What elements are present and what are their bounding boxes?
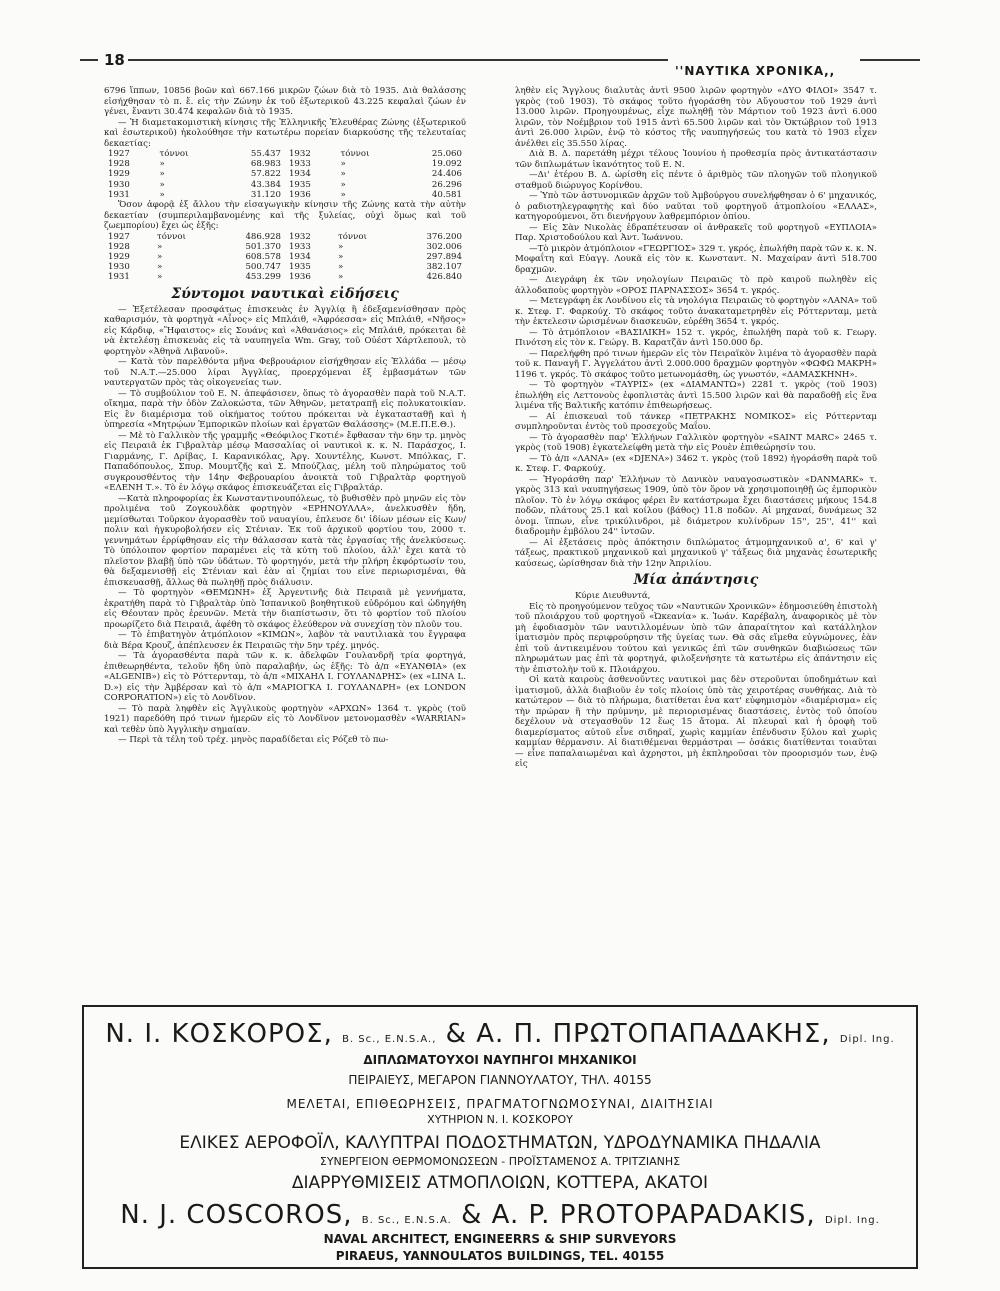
paragraph: Διὰ Β. Δ. παρετάθη μέχρι τέλους Ἰουνίου ἡ προθεσμία πρὸς ἀντικατάστασιν τῶν διπλωμάτων ἱκανότητος τοῦ Ε. Ν. [515,149,877,170]
ad-degree: B. Sc., E.N.S.A., [342,1034,437,1045]
ad-name-coscoros: N. J. COSCOROS, [120,1200,353,1230]
paragraph: — Εἰς Σὰν Νικολὰς ἐδραπέτευσαν οἱ ἀνθρακεῖς τοῦ φορτηγοῦ «ΕΥΠΛΟΙΑ» Παρ. Χριστοδούλου καὶ Ἀντ. Ἰωάννου. [515,222,877,243]
unit-cell: » [159,179,165,190]
ad-greek-names [84,1019,916,1049]
value-cell: 40.581 [431,189,462,200]
ad-profession: ΔΙΠΛΩΜΑΤΟΥΧΟΙ ΝΑΥΠΗΓΟΙ ΜΗΧΑΝΙΚΟΙ [363,1053,637,1067]
value-cell: 501.370 [245,241,281,252]
paragraph: — Τὸ ἀτμόπλοιον «ΒΑΣΙΛΙΚΗ» 152 τ. γκρός, ἐπωλήθη παρὰ τοῦ κ. Γεωργ. Πινότση εἰς τὸν κ. Γεώργ. Β. Καρατζᾶν ἀντὶ 150.000 δρ. [515,327,877,348]
paragraph: — Τὸ φορτηγὸν «ΘΕΜΩΝΗ» ἐξ Ἀργεντινῆς διὰ Πειραιᾶ μὲ γεννήματα, ἐκρατήθη παρὰ τὸ Γιβραλτὰρ ὑπὸ Ἱσπανικοῦ βοηθητικοῦ εὐδρόμου καὶ ὡδηγήθη εἰς Θέουταν πρὸς ἐρευνῶν. Μετὰ τὴν διαπίστωσιν, ὅτι τὸ φορτίον τοῦ πλοίου προωρίζετο διὰ Πειραιᾶ, ἀφέθη τὸ σκάφος ἐλεύθερον νὰ συνεχίσῃ τὸν πλοῦν του. [104,588,466,630]
year-cell: 1936 [288,189,311,200]
value-cell: 55.437 [250,149,281,159]
unit-cell: » [337,262,344,273]
value-cell: 19.092 [431,159,462,170]
advertisement-box [82,1005,918,1269]
value-cell: 376.200 [426,231,462,242]
paragraph: 6796 ἵππων, 10856 βοῶν καὶ 667.166 μικρῶν ζώων διὰ τὸ 1935. Διὰ θαλάσσης εἰσήχθησαν τὸ π. ἔ. εἰς τὴν Ζώνην ἐκ τοῦ ἐξωτερικοῦ 43.225 κεφαλαὶ ζώων ἐν γένει, ἔναντι 30.474 κεφαλῶν διὰ τὸ 1935. [104,86,466,117]
paragraph: — Διεγράφη ἐκ τῶν νηολογίων Πειραιῶς τὸ πρὸ καιροῦ πωληθὲν εἰς ἀλλοδαποὺς φορτηγὸν «ΟΡΟΣ ΠΑΡΝΑΣΣΟΣ» 3654 τ. γκρός. [515,275,877,296]
left-column [104,86,466,746]
value-cell: 57.822 [250,169,281,180]
year-cell: 1933 [288,241,311,252]
paragraph: —Τὸ μικρὸν ἀτμόπλοιον «ΓΕΩΡΓΙΟΣ» 329 τ. γκρός, ἐπωλήθη παρὰ τῶν κ. κ. Ν. Μοφαΐτη καὶ Εὐαγγ. Λουκᾶ εἰς τὸν κ. Κωνσταντ. Ν. Μαχαίραν ἀντὶ 518.700 δραχμῶν. [515,243,877,275]
ad-conversions: ΔΙΑΡΡΥΘΜΙΣΕΙΣ ΑΤΜΟΠΛΟΙΩΝ, ΚΟΤΤΕΡΑ, ΑΚΑΤΟΙ [291,1173,709,1193]
value-cell: 426.840 [426,272,462,283]
paragraph: — Ἠγοράσθη παρ' Ἑλλήνων τὸ Δανικὸν ναυαγοσωστικὸν «DANMARK» τ. γκρὸς 313 καὶ ναυπηγήσεως 1909, ὑπὸ τὸν ὅρον νὰ χρησιμοποιηθῇ ὡς ἐμπορικὸν πλοῖον. Τὸ ἐν λόγῳ σκάφος φέρει ἓν κατάστρωμα ἔχει διαστάσεις μήκους 154.8 ποδῶν, πλάτους 25.1 καὶ κοίλου (βάθος) 11.8 ποδῶν. Αἱ μηχαναί, δυνάμεως 32 ὀνομ. ἵππων, εἶνε τρικύλινδροι, μὲ διάμετρον κυλίνδρων 15'', 25'', 41'' καὶ διαδρομὴν ἐμβόλου 24'' ἰντσῶν. [515,474,877,537]
header-rule-left [80,59,98,61]
year-cell: 1930 [108,262,130,273]
table-row [104,252,466,262]
ad-latin-names [84,1200,916,1230]
unit-cell: » [340,159,346,170]
year-cell: 1934 [288,169,311,180]
year-cell: 1932 [288,149,311,159]
paragraph: — Τὸ παρὰ ληφθὲν εἰς Ἀγγλικοὺς φορτηγὸν «ΑΡΧΩΝ» 1364 τ. γκρὸς (τοῦ 1921) παρεδόθη πρό τινων ἡμερῶν εἰς τὸ Λονδῖνον μετονομασθὲν «WARRIAN» καὶ τεθὲν ὑπὸ Ἀγγλικὴν σημαίαν. [104,703,466,735]
value-cell: 486.928 [245,231,281,242]
paragraph: — Ἐξετέλεσαν προσφάτως ἐπισκευὰς ἐν Ἀγγλίᾳ ἢ ἐδεξαμενίσθησαν πρὸς καθαρισμόν, τὰ φορτηγὰ «Αἶνος» εἰς Μπλάιθ, «Ἀφρόεσσα» εἰς Μπλάιθ, «Νῆσος» εἰς Κάρδιφ, «Ἥφαιστος» εἰς Σουάνς καὶ «Ἀθανάσιος» εἰς Μπλάιθ, πρόκειται δὲ νὰ ἐκτελέσῃ ἐπισκευὰς εἰς τὰ ναυπηγεῖα Wm. Gray, τοῦ Οὐέστ Χάρτλεπουλ, τὸ φορτηγὸν «Ἀθηνᾶ Λιβανοῦ». [104,304,466,357]
table-row [104,190,466,200]
table-row [104,272,466,282]
ad-name-protopapadakis-latin: & A. P. PROTOPAPADAKIS, [461,1200,816,1230]
year-cell: 1927 [108,231,130,242]
year-cell: 1929 [108,169,130,180]
paragraph: Εἰς τὸ προηγούμενον τεῦχος τῶν «Ναυτικῶν Χρονικῶν» ἐδημοσιεύθη ἐπιστολὴ τοῦ πλοιάρχου τοῦ φορτηγοῦ «Ὠκεανία» κ. Ἰωάν. Καρέβαλη, ἀναφορικὸς μὲ τὸν μὴ ἐφοδιασμὸν τῶν ναυτιλλομένων ὑπὸ τῶν ἀπαραίτητον καὶ κατάλληλον ἱματισμὸν πρὸς περιφρούρησιν τῆς ὑγείας των. Θὰ σᾶς εἴμεθα εὐγνώμονες, ἐὰν ἐπὶ τοῦ ἀντικειμένου τούτου καὶ γενικῶς ἐπὶ τῶν συνθηκῶν διαβιώσεως τῶν πληρωμάτων μας ἐπὶ τὰ φορτηγά, φιλοξενήσητε τὰ κατωτέρω εἰς ἀπάντησιν εἰς τὴν ἐπιστολὴν τοῦ κ. Πλοιάρχου. [515,601,877,675]
unit-cell: » [157,272,163,283]
section-heading: Μία ἀπάντησις [633,572,759,588]
value-cell: 25.060 [431,149,462,159]
paragraph: — Ὑπὸ τῶν ἀστυνομικῶν ἀρχῶν τοῦ Ἀμβούργου συνελήφθησαν ὁ 6' μηχανικός, ὁ ραδιοτηλεγραφητὴς καὶ δύο ναῦται τοῦ φορτηγοῦ ἀτμοπλοίου «ΕΛΛΑΣ», κατηγορούμενοι, ὅτι διενήργουν λαθρεμπόριον ὀπίου. [515,191,877,222]
unit-cell: » [340,179,346,190]
ad-address: ΠΕΙΡΑΙΕΥΣ, ΜΕΓΑΡΟΝ ΓΙΑΝΝΟΥΛΑΤΟΥ, ΤΗΛ. 40155 [348,1073,652,1087]
table-row [104,242,466,252]
paragraph: — Τὸ ἀγορασθὲν παρ' Ἑλλήνων Γαλλικὸν φορτηγὸν «SAINT MARC» 2465 τ. γκρὸς (τοῦ 1908) ἐγκατελείφθη μετὰ τὴν εἰς Ρουὲν ἐπιθεώρησίν του. [515,432,877,453]
year-cell: 1935 [288,262,311,273]
value-cell: 43.384 [250,179,281,190]
value-cell: 608.578 [245,251,281,262]
value-cell: 500.747 [245,262,281,273]
paragraph: — Ἡ διαμετακομιστικὴ κίνησις τῆς Ἑλληνικῆς Ἐλευθέρας Ζώνης (ἐξωτερικοῦ καὶ ἐσωτερικοῦ) ἠκολούθησε τὴν κατωτέρω πορείαν διαρκούσης τῆς τελευταίας δεκαετίας: [104,117,466,149]
header-rule-right [860,59,920,61]
paragraph: ληθὲν εἰς Ἄγγλους διαλυτὰς ἀντὶ 9500 λιρῶν φορτηγὸν «ΔΥΟ ΦΙΛΟΙ» 3547 τ. γκρὸς (τοῦ 1903). Τὸ σκάφος τοῦτο ἠγοράσθη τὸν Αὔγουστον τοῦ 1929 ἀντὶ 13.000 λιρῶν. Προηγουμένως, εἶχε πωληθῇ τὸν Μάρτιον τοῦ 1923 ἀντὶ 6.000 λιρῶν, τὸν Νοέμβριον τοῦ 1915 ἀντὶ 65.500 λιρῶν καὶ τὸν Ὀκτώβριον τοῦ 1913 ἀντὶ 26.000 λιρῶν, ἐνῷ τὸ κόστος τῆς ναυπηγήσεώς του κατὰ τὸ 1903 εἶχεν ἀνέλθει εἰς 35.550 λίρας. [515,86,877,149]
value-cell: 24.406 [431,169,462,180]
unit-cell: » [157,241,163,252]
paragraph: — Τὸ ἐπιβατηγὸν ἀτμόπλοιον «ΚΙΜΩΝ», λαβὸν τὰ ναυτιλιακὰ του ἔγγραφα διὰ Βέρα Κρουζ, ἀπέπλευσεν ἐκ Πειραιῶς τὴν 5ην τρέχ. μηνός. [104,630,466,651]
paragraph: —Δι' ἑτέρου Β. Δ. ὡρίσθη εἰς πέντε ὁ ἀριθμὸς τῶν πλοηγῶν τοῦ πλοηγικοῦ σταθμοῦ διώρυγος Κορίνθου. [515,170,877,191]
year-cell: 1931 [108,189,130,200]
table-row [104,149,466,159]
year-cell: 1935 [288,179,311,190]
unit-cell: τόννοι [159,149,189,159]
unit-cell: τόννοι [340,149,370,159]
page-number: 18 [104,51,125,69]
journal-title: ''ΝΑΥΤΙΚΑ ΧΡΟΝΙΚΑ,, [675,64,836,78]
value-cell: 68.983 [250,159,281,170]
unit-cell: τόννοι [157,231,186,242]
ad-name-koskoros: Ν. Ι. ΚΟΣΚΟΡΟΣ, [105,1019,333,1049]
paragraph: — Μὲ τὸ Γαλλικὸν τῆς γραμμῆς «Θεόφιλος Γκοτιέ» ἔφθασαν τὴν 6ην τρ. μηνὸς εἰς Πειραιᾶ ἐκ Γιβραλτὰρ μέσῳ Μασσαλίας οἱ ναυτικοὶ κ. κ. Ν. Παράσχος, Ι. Γιαρμάνης, Γ. Δρίβας, Ι. Καρανικόλας, Ἀργ. Χουντέλης, Κωνστ. Μπόλκας, Γ. Παπαδόπουλος, Σπυρ. Μουμτζῆς καὶ Σ. Μπούζλας, μέλη τοῦ πληρώματος τοῦ συγκρουσθέντος τὴν 14ην Φεβρουαρίου ἀνοικτὰ τοῦ Γιβραλτὰρ φορτηγοῦ «ΕΛΕΝΗ Τ.». Τὸ ἐν λόγῳ σκάφος ἐπισκευάζεται εἰς Γιβραλτάρ. [104,430,466,494]
year-cell: 1932 [288,231,311,242]
year-cell: 1930 [108,179,130,190]
ad-degree: B. Sc., E.N.S.A. [361,1215,452,1226]
table-row [104,180,466,190]
unit-cell: » [337,251,344,262]
unit-cell: » [337,272,344,283]
ad-foundry: ΧΥΤΗΡΙΟΝ Ν. Ι. ΚΟΣΚΟΡΟΥ [427,1113,573,1126]
year-cell: 1936 [288,272,311,283]
paragraph: — Αἱ ἐπισκευαὶ τοῦ τάνκερ «ΠΕΤΡΑΚΗΣ ΝΟΜΙΚΟΣ» εἰς Ρόττερνταμ συμπληροῦνται ἐντὸς τοῦ προσεχοῦς Μαΐου. [515,411,877,432]
paragraph: Οἱ κατὰ καιροὺς ἀσθενοῦντες ναυτικοὶ μας δὲν στεροῦνται ὑποδημάτων καὶ ἱματισμοῦ, ἀλλὰ διαβιοῦν ἐν τοῖς πλοίοις ὑπὸ τὰς χειροτέρας συνθήκας. Διὰ τὸ κατώτερον — διὰ τὸ πλήρωμα, διατίθεται ἐνα κατ' εὐφημισμὸν «διαμέρισμα» εἰς τὴν πρώραν ἢ τὴν πρύμνην, μὲ περιορισμένας διαστάσεις, ἐντὸς τοῦ ὁποίου δεχέλουν νὰ στεγασθοῦν 12 ἕως 15 ἄτομα. Αἱ πλευραὶ καὶ ἡ ὀροφὴ τοῦ διαμερίσματος αὐτοῦ εἶνε σιδηραῖ, χωρὶς καμμίαν ἐπένδυσιν ξύλου καὶ χωρὶς καμμίαν θέρμανσιν. Αἱ διατιθέμεναι θερμάστραι — ὁσάκις διατίθενται τοιαῦται — εἶνε παπαλαιωμέναι καὶ ἀχρηστοι, μὴ ἐκπληροῦσαι τὸν προορισμόν των, ἐνῷ εἰς [515,675,877,769]
unit-cell: » [340,169,346,180]
ad-products: ΕΛΙΚΕΣ ΑΕΡΟΦΟΪΛ, ΚΑΛΥΠΤΡΑΙ ΠΟΔΟΣΤΗΜΑΤΩΝ, ΥΔΡΟΔΥΝΑΜΙΚΑ ΠΗΔΑΛΙΑ [179,1133,821,1153]
year-cell: 1931 [108,272,130,283]
ad-services: ΜΕΛΕΤΑΙ, ΕΠΙΘΕΩΡΗΣΕΙΣ, ΠΡΑΓΜΑΤΟΓΝΩΜΟΣΥΝΑΙ, ΔΙΑΙΤΗΣΙΑΙ [286,1097,714,1111]
section-heading: Σύντομοι ναυτικαὶ εἰδήσεις [171,285,399,302]
value-cell: 31.120 [250,189,281,200]
unit-cell: » [159,169,165,180]
year-cell: 1927 [108,149,130,159]
paragraph: — Τὸ ἀ/π «ΛΑΝΑ» (ex «DJENA») 3462 τ. γκρὸς (τοῦ 1892) ἠγοράσθη παρὰ τοῦ κ. Στεφ. Γ. Φαρκούχ. [515,453,877,474]
value-cell: 453.299 [245,272,281,283]
ad-degree: Dipl. Ing. [839,1034,895,1045]
table-row [104,262,466,272]
paragraph: — Κατὰ τὸν παρελθόντα μῆνα Φεβρουάριον εἰσήχθησαν εἰς Ἑλλάδα — μέσῳ τοῦ Ν.Α.Τ.—25.000 λίραι Ἀγγλίας, προερχόμεναι ἐξ ἐμβασμάτων τῶν ναυτεργατῶν πρὸς τὰς οἰκογενείας των. [104,357,466,389]
year-cell: 1929 [108,251,130,262]
value-cell: 26.296 [431,179,462,190]
ad-name-protopapadakis: & Α. Π. ΠΡΩΤΟΠΑΠΑΔΑΚΗΣ, [445,1019,831,1049]
unit-cell: » [159,159,165,170]
table-row [104,232,466,242]
paragraph: — Τὸ συμβούλιον τοῦ Ε. Ν. ἀπεφάσισεν, ὅπως τὸ ἀγορασθὲν παρὰ τοῦ Ν.Α.Τ. οἴκημα, παρὰ τὴν ὁδὸν Ζαλοκώστα, τῶν Ἀθηνῶν, μετατραπῇ εἰς πολυκατοικίαν. Εἰς ἓν διαμέρισμα τοῦ οἰκήματος τούτου πρόκειται νὰ ἐγκατασταθῇ καὶ ἡ ὑπηρεσία «Μητρῴων Ἐμπορικῶν πλοίων καὶ ἐργατῶν Θαλάσσης» (Μ.Ε.Π.Ε.Θ.). [104,388,466,431]
ad-address-english: PIRAEUS, YANNOULATOS BUILDINGS, TEL. 40155 [335,1249,665,1263]
unit-cell: » [159,189,165,200]
unit-cell: » [157,251,163,262]
import-traffic-table [104,232,466,283]
right-column [515,86,877,770]
paragraph: — Παρελήφθη πρό τινων ἡμερῶν εἰς τὸν Πειραϊκὸν λιμένα τὸ ἀγορασθὲν παρὰ τοῦ κ. Παναγῆ Γ. Ἀγγελάτου ἀντὶ 2.000.000 δραχμῶν φορτηγὸν «ΦΩΦΩ ΜΑΚΡΗ» 1196 τ. γκρός. Τὸ σκάφος τοῦτο μετωνομάσθη, ὡς γνωστόν, «ΔΑΜΑΣΚΗΝΗ». [515,348,877,380]
unit-cell: » [340,189,346,200]
year-cell: 1928 [108,241,130,252]
value-cell: 302.006 [426,241,462,252]
year-cell: 1928 [108,159,130,170]
ad-workshop: ΣΥΝΕΡΓΕΙΟΝ ΘΕΡΜΟΜΟΝΩΣΕΩΝ - ΠΡΟΪΣΤΑΜΕΝΟΣ Α. ΤΡΙΤΖΙΑΝΗΣ [319,1155,681,1168]
paragraph: Ὅσον ἀφορᾷ ἐξ ἄλλου τὴν εἰσαγωγικὴν κίνησιν τῆς Ζώνης κατὰ τὴν αὐτὴν δεκαετίαν (συμπεριλαμβανομένης καὶ τῆς ξυλείας, οὐχὶ ὅμως καὶ τοῦ ζωεμπορίου) ἔχει ὡς ἑξῆς: [104,200,466,232]
ad-profession-english: NAVAL ARCHITECT, ENGINEERRS & SHIP SURVEYORS [323,1232,677,1246]
table-row [104,169,466,179]
value-cell: 297.894 [426,251,462,262]
transit-traffic-table [104,149,466,200]
value-cell: 382.107 [426,262,462,273]
year-cell: 1934 [288,251,311,262]
paragraph: — Περὶ τὰ τέλη τοῦ τρέχ. μηνὸς παραδίδεται εἰς Ρόζεθ τὸ πω- [118,735,389,746]
paragraph: — Μετεγράφη ἐκ Λονδίνου εἰς τὰ νηολόγια Πειραιῶς τὸ φορτηγὸν «ΛΑΝΑ» τοῦ κ. Στεφ. Γ. Φαρκούχ. Τὸ σκάφος τοῦτο ἀνακαταμετρηθὲν εἰς Ρόττερνταμ, μετὰ τὴν ἐκτελεσιν ὡρισμένων διασκευῶν, εὑρέθη 3654 τ. γκρός. [515,296,877,327]
year-cell: 1933 [288,159,311,170]
paragraph: — Αἱ ἐξετάσεις πρὸς ἀπόκτησιν διπλώματος ἀτμομηχανικοῦ α', 6' καὶ γ' τάξεως, πρακτικοῦ μηχανικοῦ καὶ μηχανικοῦ γ' τάξεως διὰ μηχανὰς ἐσωτερικῆς καύσεως, ὡρίσθησαν διὰ τὴν 12ην Ἀπριλίου. [515,537,877,569]
unit-cell: » [337,241,344,252]
ad-degree: Dipl. Ing. [824,1215,880,1226]
table-row [104,159,466,169]
header-rule-middle [128,59,668,61]
paragraph: — Τὰ ἀγορασθέντα παρὰ τῶν κ. κ. ἀδελφῶν Γουλανδρῆ τρία φορτηγά, ἐπιθεωρηθέντα, τελοῦν ἤδη ὑπὸ παραλαβήν, ὡς ἑξῆς: Τὸ ἀ/π «ΕΥΑΝΘΙΑ» (ex «ALGENIB») εἰς τὸ Ρόττερνταμ, τὸ ἀ/π «ΜΙΧΑΗΛ Ι. ΓΟΥΛΑΝΔΡΗΣ» (ex «LINA L. D.») εἰς τὴν Ἀμβέρσαν καὶ τὸ ἀ/π «ΜΑΡΙΟΓΚΑ Ι. ΓΟΥΛΑΝΔΡΗ» (ex LONDON CORPORATION») εἰς τὸ Λονδῖνον. [104,651,466,704]
letter-salutation: Κύριε Διευθυντά, [575,591,651,601]
unit-cell: » [157,262,163,273]
unit-cell: τόννοι [337,231,367,242]
paragraph: — Τὸ φορτηγὸν «ΤΑΥΡΙΣ» (ex «ΔΙΑΜΑΝΤΩ») 2281 τ. γκρὸς (τοῦ 1903) ἐπωλήθη εἰς Λεττονοὺς ἐφοπλιστὰς ἀντὶ 15.500 λιρῶν καὶ θὰ παραδοθῇ εἰς ἕνα λιμένα τῆς Βαλτικῆς κατόπιν ἐπιθεωρήσεως. [515,380,877,411]
paragraph: —Κατὰ πληροφορίας ἐκ Κωνσταντινουπόλεως, τὸ βυθισθὲν πρὸ μηνῶν εἰς τὸν προλιμένα τοῦ Ζογκουλδὰκ φορτηγὸν «ΕΡΗΝΟΥΛΛΑ», ἀνελκυσθὲν ἤδη, μεμίσθωται Τοῦρκον ἀγορασθὲν τοῦ ναυαγίου, ἐπλευσε δι' ἰδίων μέσων εἰς Κων/πολιν καὶ ἠγκυροβολήσεν εἰς Στένιαν. Ἐκ τοῦ ἀρχικοῦ φορτίου του, 2000 τ. γεννημάτων ἐρρίφθησαν εἰς τὴν θάλασσαν κατὰ τὰς ἐργασίας τῆς ἀνελκύσεως. Τὸ ὑπόλοιπον φορτίον παραμένει εἰς τὰ κύτη τοῦ πλοίου, ἀλλ' ἔχει κατὰ τὸ πλεῖστον βλαβῇ ὑπὸ τῶν ὑδάτων. Τὸ φορτηγόν, μετὰ τὴν πλήρη ἐκφόρτωσίν του, θὰ δεξαμενισθῇ εἰς Στένιαν καὶ ἐὰν αἱ ζημίαι του εἶνε περιωρισμέναι, θὰ ἐπισκευασθῇ, ἄλλως θὰ πωληθῇ πρὸς διάλυσιν. [104,493,466,588]
